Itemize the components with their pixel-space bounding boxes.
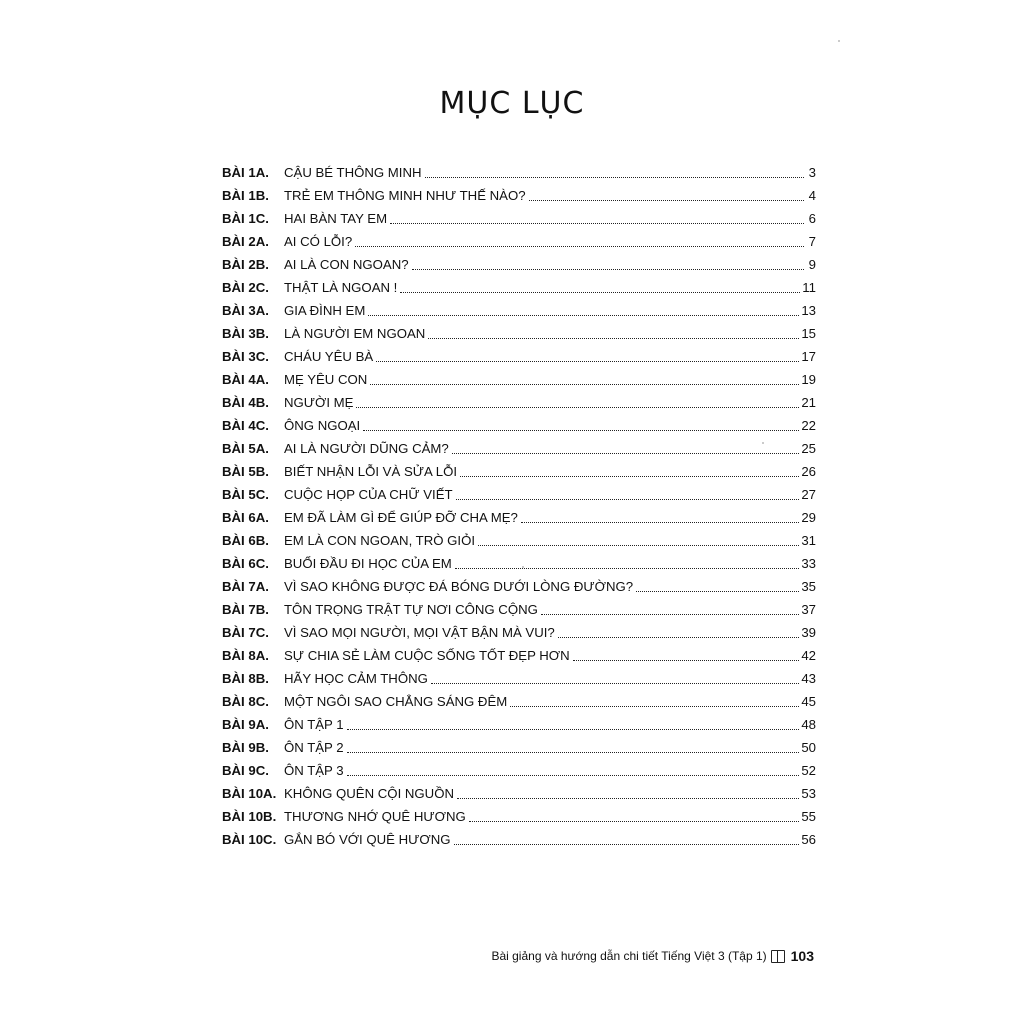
lesson-title: HÃY HỌC CẢM THÔNG (284, 671, 428, 686)
scan-speck (838, 40, 840, 42)
lesson-title: EM ĐÃ LÀM GÌ ĐỂ GIÚP ĐỠ CHA MẸ? (284, 510, 518, 525)
dot-leader (347, 729, 800, 730)
dot-leader (425, 177, 804, 178)
lesson-title: VÌ SAO KHÔNG ĐƯỢC ĐÁ BÓNG DƯỚI LÒNG ĐƯỜNG? (284, 579, 634, 594)
toc-entry (222, 480, 816, 503)
toc-entry (222, 434, 816, 457)
lesson-page-number: 25 (801, 441, 816, 456)
lesson-title: ÔN TẬP 3 (284, 763, 344, 778)
toc-entry (222, 664, 816, 687)
dot-leader (376, 361, 799, 362)
dot-leader (428, 338, 799, 339)
lesson-page-number: 35 (801, 579, 816, 594)
dot-leader (510, 706, 799, 707)
dot-leader (347, 752, 800, 753)
lesson-number: BÀI 2C. (222, 280, 269, 295)
dot-leader (370, 384, 799, 385)
toc-entry (222, 227, 816, 250)
toc-entry (222, 158, 816, 181)
lesson-title: CUỘC HỌP CỦA CHỮ VIẾT (284, 487, 453, 502)
dot-leader (355, 246, 804, 247)
dot-leader (390, 223, 804, 224)
lesson-number: BÀI 10C. (222, 832, 277, 847)
toc-entry (222, 572, 816, 595)
toc-entry (222, 273, 816, 296)
lesson-title: MỘT NGÔI SAO CHẲNG SÁNG ĐÊM (284, 694, 508, 709)
lesson-number: BÀI 10B. (222, 809, 277, 824)
lesson-title: CẬU BÉ THÔNG MINH (284, 165, 422, 180)
lesson-number: BÀI 7A. (222, 579, 269, 594)
toc-entry (222, 687, 816, 710)
dot-leader (363, 430, 799, 431)
toc-entry (222, 802, 816, 825)
lesson-title: GẮN BÓ VỚI QUÊ HƯƠNG (284, 832, 451, 847)
lesson-number: BÀI 2A. (222, 234, 269, 249)
lesson-title: LÀ NGƯỜI EM NGOAN (284, 326, 426, 341)
toc-entry (222, 503, 816, 526)
lesson-page-number: 55 (801, 809, 816, 824)
lesson-page-number: 4 (808, 188, 816, 203)
lesson-page-number: 9 (808, 257, 816, 272)
dot-leader (457, 798, 799, 799)
lesson-number: BÀI 7B. (222, 602, 269, 617)
lesson-title: TÔN TRỌNG TRẬT TỰ NƠI CÔNG CỘNG (284, 602, 538, 617)
dot-leader (521, 522, 799, 523)
lesson-number: BÀI 3C. (222, 349, 269, 364)
lesson-page-number: 31 (801, 533, 816, 548)
toc-entry (222, 618, 816, 641)
lesson-page-number: 33 (801, 556, 816, 571)
lesson-page-number: 29 (801, 510, 816, 525)
lesson-title: ÔN TẬP 1 (284, 717, 344, 732)
toc-entry (222, 250, 816, 273)
page-footer (491, 948, 814, 964)
lesson-title: GIA ĐÌNH EM (284, 303, 366, 318)
lesson-number: BÀI 3A. (222, 303, 269, 318)
lesson-page-number: 27 (801, 487, 816, 502)
lesson-number: BÀI 6A. (222, 510, 269, 525)
lesson-number: BÀI 4A. (222, 372, 269, 387)
dot-leader (456, 499, 800, 500)
lesson-number: BÀI 9C. (222, 763, 269, 778)
lesson-number: BÀI 9B. (222, 740, 269, 755)
lesson-title: BUỔI ĐẦU ĐI HỌC CỦA EM (284, 556, 452, 571)
lesson-page-number: 21 (801, 395, 816, 410)
lesson-number: BÀI 2B. (222, 257, 269, 272)
lesson-title: HAI BÀN TAY EM (284, 211, 388, 226)
dot-leader (460, 476, 799, 477)
table-of-contents (222, 158, 816, 848)
dot-leader (636, 591, 799, 592)
dot-leader (400, 292, 800, 293)
toc-entry (222, 733, 816, 756)
lesson-page-number: 37 (801, 602, 816, 617)
lesson-title: THƯƠNG NHỚ QUÊ HƯƠNG (284, 809, 466, 824)
toc-entry (222, 342, 816, 365)
lesson-page-number: 22 (801, 418, 816, 433)
lesson-title: SỰ CHIA SẺ LÀM CUỘC SỐNG TỐT ĐẸP HƠN (284, 648, 570, 663)
dot-leader (529, 200, 804, 201)
dot-leader (558, 637, 800, 638)
lesson-title: TRẺ EM THÔNG MINH NHƯ THẾ NÀO? (284, 188, 526, 203)
dot-leader (452, 453, 800, 454)
lesson-title: NGƯỜI MẸ (284, 395, 354, 410)
scan-speck (522, 566, 524, 568)
lesson-number: BÀI 6B. (222, 533, 269, 548)
lesson-page-number: 56 (801, 832, 816, 847)
lesson-number: BÀI 8A. (222, 648, 269, 663)
dot-leader (478, 545, 799, 546)
lesson-page-number: 42 (801, 648, 816, 663)
lesson-page-number: 48 (801, 717, 816, 732)
lesson-page-number: 53 (801, 786, 816, 801)
toc-entry (222, 756, 816, 779)
toc-entry (222, 710, 816, 733)
scan-speck (762, 442, 764, 444)
lesson-page-number: 26 (801, 464, 816, 479)
toc-entry (222, 526, 816, 549)
lesson-number: BÀI 6C. (222, 556, 269, 571)
toc-entry (222, 319, 816, 342)
lesson-title: AI CÓ LỖI? (284, 234, 353, 249)
toc-entry (222, 181, 816, 204)
book-icon (771, 950, 785, 963)
toc-entry (222, 457, 816, 480)
toc-entry (222, 779, 816, 802)
lesson-title: ÔNG NGOẠI (284, 418, 361, 433)
lesson-title: THẬT LÀ NGOAN ! (284, 280, 398, 295)
lesson-number: BÀI 1B. (222, 188, 269, 203)
lesson-page-number: 7 (808, 234, 816, 249)
dot-leader (431, 683, 799, 684)
lesson-page-number: 45 (801, 694, 816, 709)
lesson-page-number: 19 (801, 372, 816, 387)
lesson-title: CHÁU YÊU BÀ (284, 349, 374, 364)
lesson-number: BÀI 1C. (222, 211, 269, 226)
lesson-page-number: 39 (801, 625, 816, 640)
lesson-number: BÀI 10A. (222, 786, 277, 801)
footer-book-title: Bài giảng và hướng dẫn chi tiết Tiếng Việt 3 (Tập 1) (491, 949, 767, 963)
lesson-title: ÔN TẬP 2 (284, 740, 344, 755)
lesson-number: BÀI 5A. (222, 441, 269, 456)
lesson-page-number: 11 (802, 280, 816, 295)
dot-leader (541, 614, 799, 615)
toc-entry (222, 641, 816, 664)
dot-leader (412, 269, 804, 270)
lesson-title: BIẾT NHẬN LỖI VÀ SỬA LỖI (284, 464, 457, 479)
lesson-page-number: 52 (801, 763, 816, 778)
lesson-number: BÀI 4C. (222, 418, 269, 433)
lesson-title: EM LÀ CON NGOAN, TRÒ GIỎI (284, 533, 475, 548)
lesson-title: AI LÀ NGƯỜI DŨNG CẢM? (284, 441, 449, 456)
lesson-number: BÀI 4B. (222, 395, 269, 410)
lesson-number: BÀI 1A. (222, 165, 269, 180)
lesson-title: AI LÀ CON NGOAN? (284, 257, 409, 272)
lesson-title: KHÔNG QUÊN CỘI NGUỒN (284, 786, 454, 801)
dot-leader (573, 660, 800, 661)
lesson-number: BÀI 7C. (222, 625, 269, 640)
toc-entry (222, 388, 816, 411)
toc-entry (222, 296, 816, 319)
lesson-page-number: 43 (801, 671, 816, 686)
toc-entry (222, 549, 816, 572)
dot-leader (469, 821, 800, 822)
lesson-page-number: 17 (801, 349, 816, 364)
lesson-page-number: 15 (801, 326, 816, 341)
dot-leader (347, 775, 800, 776)
lesson-title: MẸ YÊU CON (284, 372, 368, 387)
toc-entry (222, 411, 816, 434)
lesson-number: BÀI 5B. (222, 464, 269, 479)
lesson-number: BÀI 8C. (222, 694, 269, 709)
dot-leader (454, 844, 800, 845)
lesson-number: BÀI 8B. (222, 671, 269, 686)
toc-entry (222, 825, 816, 848)
lesson-number: BÀI 3B. (222, 326, 269, 341)
lesson-page-number: 6 (808, 211, 816, 226)
page-title: MỤC LỤC (439, 86, 585, 121)
lesson-page-number: 50 (801, 740, 816, 755)
dot-leader (455, 568, 800, 569)
toc-entry (222, 365, 816, 388)
lesson-title: VÌ SAO MỌI NGƯỜI, MỌI VẬT BẬN MÀ VUI? (284, 625, 555, 640)
footer-page-number: 103 (790, 948, 814, 964)
dot-leader (368, 315, 799, 316)
toc-entry (222, 595, 816, 618)
lesson-number: BÀI 5C. (222, 487, 269, 502)
lesson-number: BÀI 9A. (222, 717, 269, 732)
toc-entry (222, 204, 816, 227)
lesson-page-number: 13 (801, 303, 816, 318)
dot-leader (356, 407, 799, 408)
lesson-page-number: 3 (808, 165, 816, 180)
